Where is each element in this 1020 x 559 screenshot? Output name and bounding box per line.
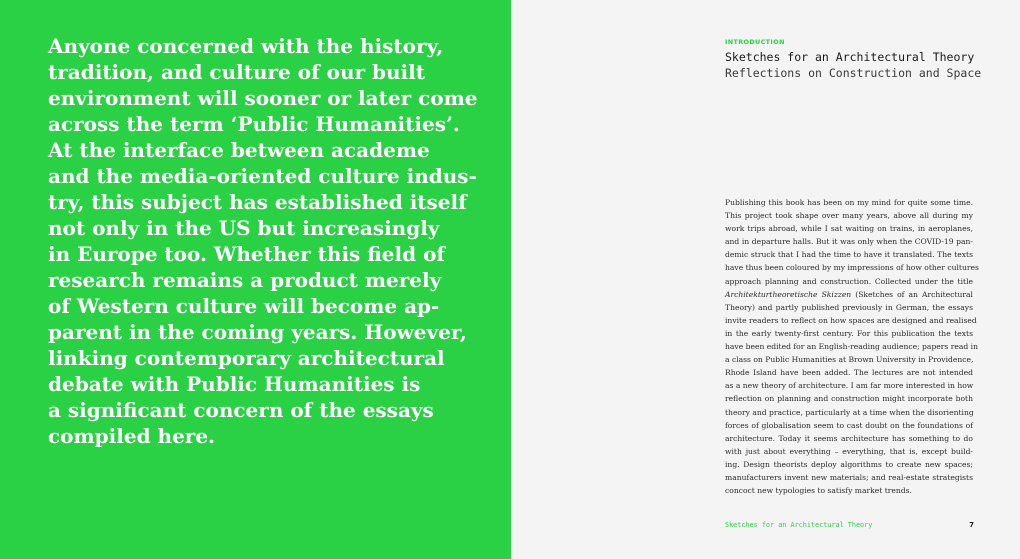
quote-line: of Western culture will become ap- bbox=[48, 294, 440, 318]
chapter-subtitle: Reflections on Construction and Space bbox=[725, 66, 982, 80]
body-line: theory and practice, particularly at a time when the disorienting bbox=[725, 407, 974, 417]
right-page bbox=[511, 0, 1020, 559]
body-line: Theory) and partly published previously in German, the essays bbox=[725, 302, 973, 312]
section-label: INTRODUCTION bbox=[725, 38, 785, 46]
body-line: Publishing this book has been on my mind for quite some time. bbox=[725, 198, 973, 207]
quote-line: compiled here. bbox=[48, 424, 216, 448]
page-number: 7 bbox=[969, 521, 974, 529]
quote-line: not only in the US but increasingly bbox=[48, 216, 440, 240]
quote-line: linking contemporary architectural bbox=[48, 346, 445, 370]
quote-line: in Europe too. Whether this field of bbox=[48, 242, 446, 266]
quote-line: Anyone concerned with the history, bbox=[48, 34, 444, 58]
body-line: This project took shape over many years, above all during my bbox=[725, 211, 973, 221]
running-footer: Sketches for an Architectural Theory bbox=[725, 521, 873, 529]
body-line: have thus been coloured by my impressions of how other cultures bbox=[725, 263, 979, 273]
body-line: approach planning and construction. Collected under the title bbox=[725, 276, 973, 286]
body-line: architecture. Today it seems architecture has something to do bbox=[725, 433, 973, 443]
italic-title: Architekturtheoretische Skizzen bbox=[725, 289, 852, 299]
body-line: work trips abroad, while I sat waiting on trains, in aeroplanes, bbox=[725, 224, 973, 234]
pull-quote bbox=[48, 33, 493, 449]
body-line: reflection on planning and construction might incorporate both bbox=[725, 394, 973, 404]
quote-line: debate with Public Humanities is bbox=[48, 372, 421, 396]
body-line: manufacturers invent new materials; and real-estate strategists bbox=[725, 472, 973, 482]
quote-line: try, this subject has established itself bbox=[48, 190, 467, 214]
body-line: invite readers to reflect on how spaces are designed and realised bbox=[725, 315, 977, 325]
body-line: in the early twenty-first century. For this publication the texts bbox=[725, 328, 973, 338]
body-line: and in departure halls. But it was only when the COVID-19 pan- bbox=[725, 237, 973, 247]
body-paragraph bbox=[725, 196, 979, 497]
quote-line: and the media-oriented culture indus- bbox=[48, 164, 477, 188]
quote-line: At the interface between academe bbox=[48, 138, 430, 162]
chapter-title: Sketches for an Architectural Theory bbox=[725, 50, 975, 64]
quote-line: research remains a product merely bbox=[48, 268, 442, 292]
quote-line: tradition, and culture of our built bbox=[48, 60, 425, 84]
body-line: ing. Design theorists deploy algorithms to create new spaces; bbox=[725, 459, 973, 469]
quote-line: environment will sooner or later come bbox=[48, 86, 478, 110]
quote-line: parent in the coming years. However, bbox=[48, 320, 467, 344]
body-line: a class on Public Humanities at Brown University in Providence, bbox=[725, 355, 974, 365]
body-line: with just about everything – everything, that is, except build- bbox=[725, 446, 973, 456]
body-line: have been edited for an English-reading audience; papers read in bbox=[725, 342, 978, 352]
quote-line: a significant concern of the essays bbox=[48, 398, 434, 422]
body-line: concoct new typologies to satisfy market trends. bbox=[725, 486, 912, 496]
body-line: as a new theory of architecture. I am far more interested in how bbox=[725, 381, 974, 391]
quote-line: across the term ‘Public Humanities’. bbox=[48, 112, 460, 136]
body-line: Rhode Island have been added. The lectures are not intended bbox=[725, 368, 973, 378]
body-line-with-italic: Architekturtheoretische Skizzen (Sketches of an Architectural bbox=[725, 289, 973, 299]
body-line: forces of globalisation seem to cast doubt on the foundations of bbox=[725, 420, 973, 430]
body-line: demic struck that I had the time to have it translated. The texts bbox=[725, 250, 973, 260]
